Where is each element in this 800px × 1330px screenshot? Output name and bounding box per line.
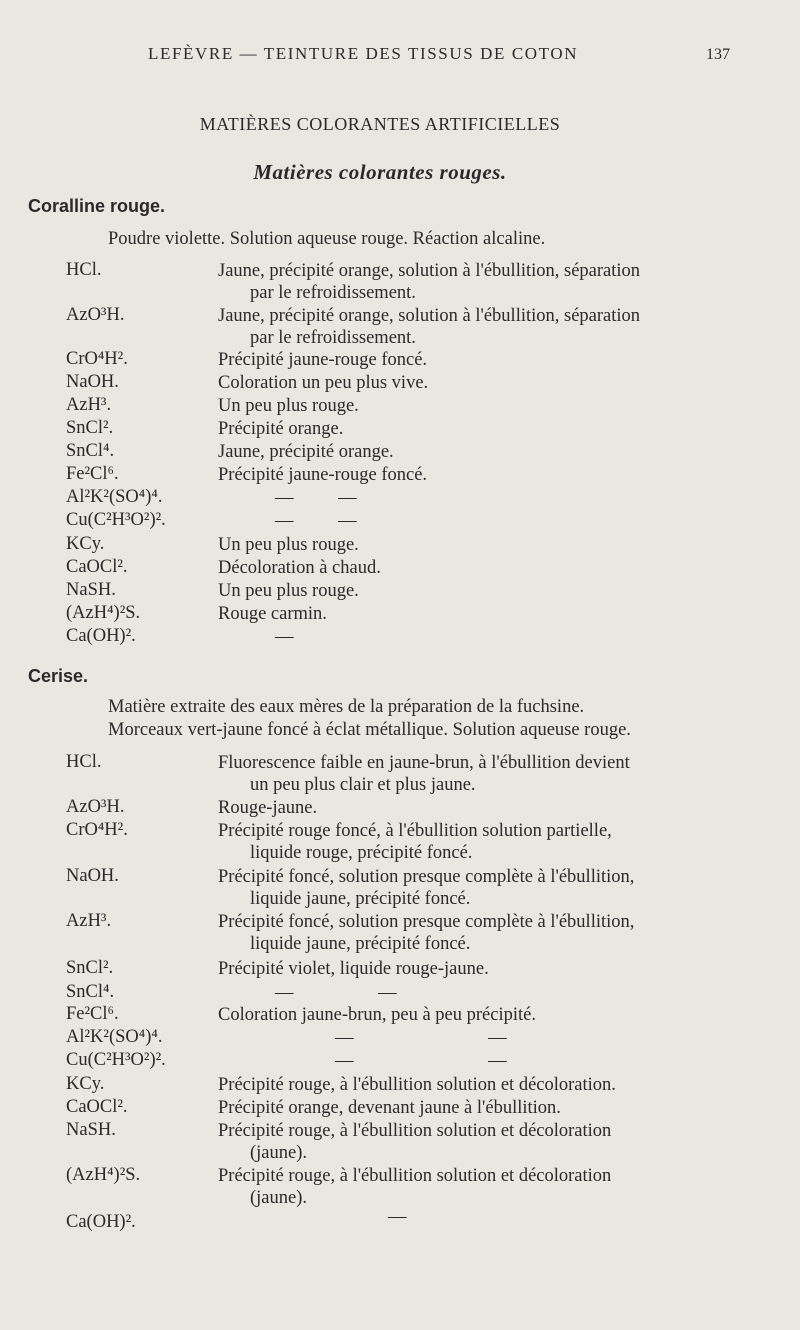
reagent: AzO³H. bbox=[66, 305, 125, 325]
reaction-result: Coloration un peu plus vive. bbox=[218, 373, 429, 393]
section-heading: Cerise. bbox=[28, 666, 89, 686]
reaction-result: Rouge carmin. bbox=[218, 604, 327, 624]
reagent: KCy. bbox=[66, 1074, 105, 1094]
reagent: (AzH⁴)²S. bbox=[66, 1165, 141, 1185]
reaction-result: — — bbox=[275, 511, 357, 531]
reagent: Al²K²(SO⁴)⁴. bbox=[66, 1027, 163, 1047]
section-subtitle: Matières colorantes rouges. bbox=[253, 160, 507, 184]
reaction-result: Précipité jaune-rouge foncé. bbox=[218, 465, 428, 485]
reaction-result: Jaune, précipité orange. bbox=[218, 442, 394, 462]
reagent: CaOCl². bbox=[66, 557, 128, 577]
reaction-result: Précipité rouge, à l'ébullition solution et décoloration. bbox=[218, 1075, 616, 1095]
reaction-result: Précipité foncé, solution presque complète à l'ébullition, liquide jaune, précipité foncé. bbox=[218, 912, 635, 954]
reagent: NaOH. bbox=[66, 866, 119, 886]
page-header bbox=[0, 44, 800, 70]
reagent: Cu(C²H³O²)². bbox=[66, 510, 166, 530]
reagent: AzH³. bbox=[66, 395, 112, 415]
reagent: SnCl². bbox=[66, 958, 114, 978]
reaction-result: Rouge-jaune. bbox=[218, 798, 318, 818]
reagent: NaSH. bbox=[66, 1120, 116, 1140]
reaction-result: — bbox=[388, 1207, 407, 1227]
reagent: Fe²Cl⁶. bbox=[66, 1004, 119, 1024]
reagent: Ca(OH)². bbox=[66, 1212, 136, 1232]
reagent: HCl. bbox=[66, 752, 102, 772]
reagent: CrO⁴H². bbox=[66, 349, 128, 369]
reaction-result: Précipité rouge, à l'ébullition solution et décoloration (jaune). bbox=[218, 1121, 612, 1163]
reaction-result: Précipité rouge, à l'ébullition solution et décoloration (jaune). bbox=[218, 1166, 612, 1208]
reagent: CrO⁴H². bbox=[66, 820, 128, 840]
section-description: Morceaux vert-jaune foncé à éclat métallique. Solution aqueuse rouge. bbox=[108, 720, 631, 740]
reaction-result: Précipité foncé, solution presque complète à l'ébullition, liquide jaune, précipité foncé. bbox=[218, 867, 635, 909]
section-heading: Coralline rouge. bbox=[28, 196, 166, 216]
reaction-result: Fluorescence faible en jaune-brun, à l'ébullition devient un peu plus clair et plus jaune. bbox=[218, 753, 630, 795]
reaction-result: — — bbox=[275, 488, 357, 508]
reagent: SnCl⁴. bbox=[66, 982, 115, 1002]
reaction-result: Jaune, précipité orange, solution à l'ébullition, séparation par le refroidissement. bbox=[218, 306, 641, 348]
reaction-result: Précipité orange, devenant jaune à l'ébullition. bbox=[218, 1098, 561, 1118]
reaction-result: — — bbox=[275, 983, 397, 1003]
chapter-title: MATIÈRES COLORANTES ARTIFICIELLES bbox=[199, 114, 561, 134]
section-description: Matière extraite des eaux mères de la préparation de la fuchsine. bbox=[108, 697, 585, 717]
reaction-result: Précipité rouge foncé, à l'ébullition solution partielle, liquide rouge, précipité foncé. bbox=[218, 821, 612, 863]
reagent: Al²K²(SO⁴)⁴. bbox=[66, 487, 163, 507]
reagent: NaOH. bbox=[66, 372, 119, 392]
reaction-result: Un peu plus rouge. bbox=[218, 581, 359, 601]
reaction-result: Jaune, précipité orange, solution à l'ébullition, séparation par le refroidissement. bbox=[218, 261, 641, 303]
reaction-result: — — bbox=[335, 1051, 507, 1071]
reagent: AzH³. bbox=[66, 911, 112, 931]
reaction-result: Un peu plus rouge. bbox=[218, 535, 359, 555]
reaction-result: — bbox=[275, 627, 294, 647]
reagent: KCy. bbox=[66, 534, 105, 554]
reaction-result: Précipité jaune-rouge foncé. bbox=[218, 350, 428, 370]
section-description: Poudre violette. Solution aqueuse rouge. Réaction alcaline. bbox=[108, 229, 546, 249]
running-title: LEFÈVRE — TEINTURE DES TISSUS DE COTON bbox=[148, 44, 579, 63]
page-number: 137 bbox=[706, 46, 730, 63]
reagent: HCl. bbox=[66, 260, 102, 280]
reaction-result: Précipité orange. bbox=[218, 419, 344, 439]
reaction-result: — — bbox=[335, 1028, 507, 1048]
reagent: Ca(OH)². bbox=[66, 626, 136, 646]
reagent: CaOCl². bbox=[66, 1097, 128, 1117]
reaction-result: Coloration jaune-brun, peu à peu précipité. bbox=[218, 1005, 536, 1025]
reagent: (AzH⁴)²S. bbox=[66, 603, 141, 623]
reagent: Cu(C²H³O²)². bbox=[66, 1050, 166, 1070]
reaction-result: Décoloration à chaud. bbox=[218, 558, 381, 578]
reaction-result: Précipité violet, liquide rouge-jaune. bbox=[218, 959, 489, 979]
reagent: Fe²Cl⁶. bbox=[66, 464, 119, 484]
reagent: AzO³H. bbox=[66, 797, 125, 817]
reagent: SnCl⁴. bbox=[66, 441, 115, 461]
reagent: SnCl². bbox=[66, 418, 114, 438]
reagent: NaSH. bbox=[66, 580, 116, 600]
reaction-result: Un peu plus rouge. bbox=[218, 396, 359, 416]
